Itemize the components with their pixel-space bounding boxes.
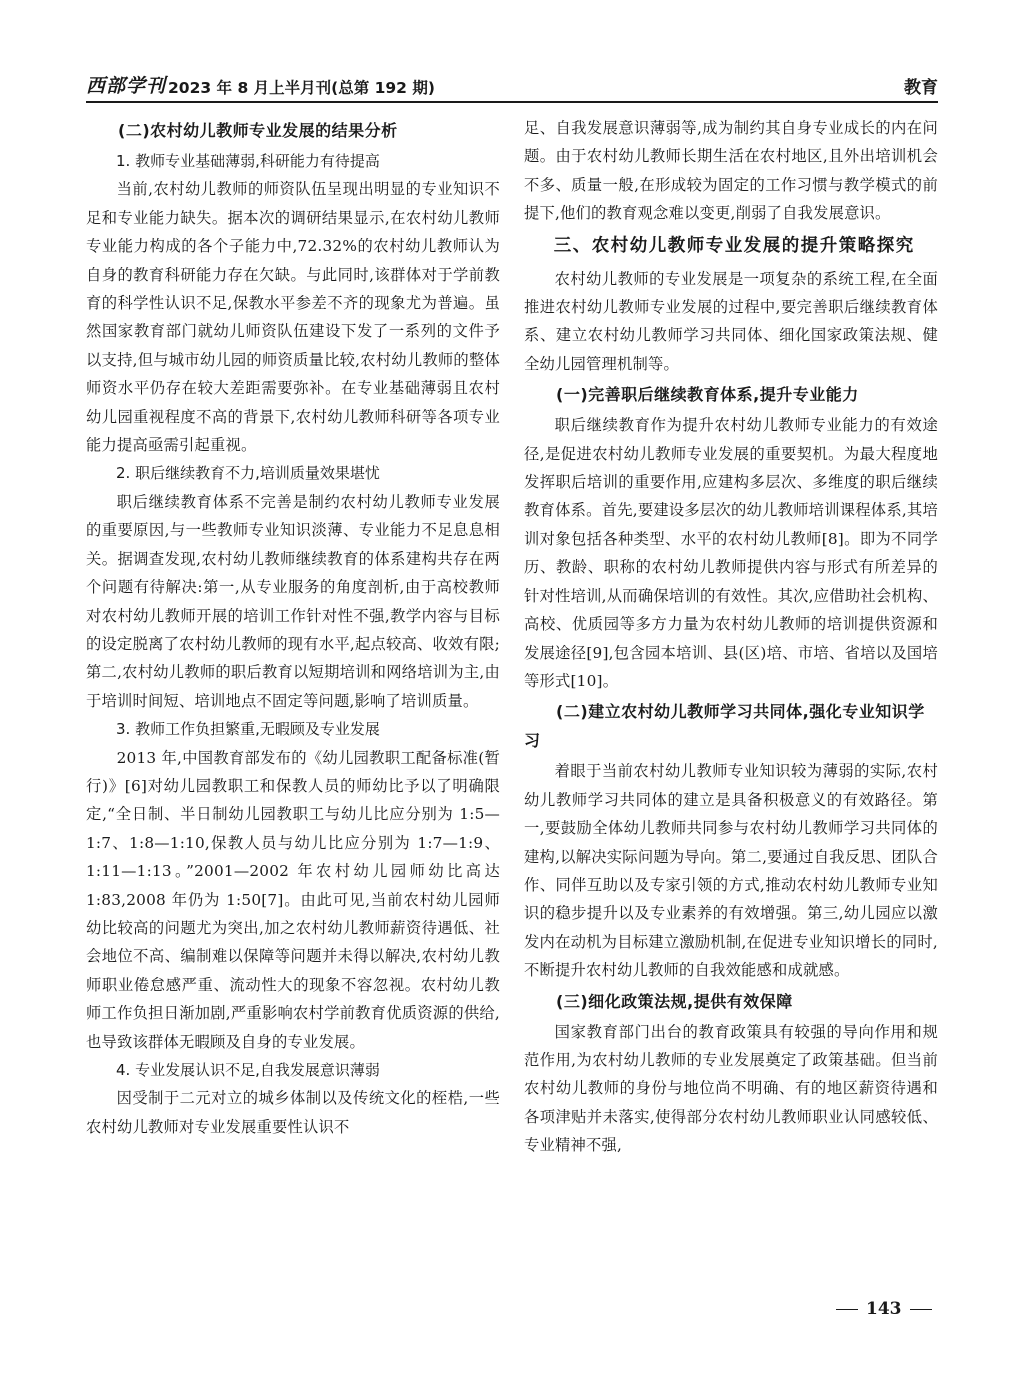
paragraph: 2013 年,中国教育部发布的《幼儿园教职工配备标准(暂行)》[6]对幼儿园教职工和保教人员的师幼比予以了明确限定,“全日制、半日制幼儿园教职工与幼儿比应分别为 1:5—1:7、1:8—1:10,保教人员与幼儿比应分别为 1:7—1:9、1:11—1:13。”2001—2002 年农村幼儿园师幼比高达 1:83,2008 年仍为 1:50[7]。由此可见,当前农村幼儿园师幼比较高的问题尤为突出,加之农村幼儿教师薪资待遇低、社会地位不高、编制难以保障等问题并未得以解决,农村幼儿教师职业倦怠感严重、流动性大的现象不容忽视。农村幼儿教师工作负担日渐加剧,严重影响农村学前教育优质资源的供给,也导致该群体无暇顾及自身的专业发展。 [86,748,500,1051]
page-number-dash-left [836,1309,858,1310]
paragraph: 国家教育部门出台的教育政策具有较强的导向作用和规范作用,为农村幼儿教师的专业发展奠定了政策基础。但当前农村幼儿教师的身份与地位尚不明确、有的地区薪资待遇和各项津贴并未落实,使得部分农村幼儿教师职业认同感较低、专业精神不强, [524,1022,938,1155]
main-heading: 三、农村幼儿教师专业发展的提升策略探究 [553,235,915,256]
paragraph: 着眼于当前农村幼儿教师专业知识较为薄弱的实际,农村幼儿教师学习共同体的建立是具备积极意义的有效路径。第一,要鼓励全体幼儿教师共同参与农村幼儿教师学习共同体的建构,以解决实际问题为导向。第二,要通过自我反思、团队合作、同伴互助以及专家引领的方式,推动农村幼儿教师专业知识的稳步提升以及专业素养的有效增强。第三,幼儿园应以激发内在动机为目标建立激励机制,在促进专业知识增长的同时,不断提升农村幼儿教师的自我效能感和成就感。 [524,762,938,980]
paragraph: 职后继续教育体系不完善是制约农村幼儿教师专业发展的重要原因,与一些教师专业知识淡薄、专业能力不足息息相关。据调查发现,农村幼儿教师继续教育的体系建构共存在两个问题有待解决:第一,从专业服务的角度剖析,由于高校教师对农村幼儿教师开展的培训工作针对性不强,教学内容与目标的设定脱离了农村幼儿教师的现有水平,起点较高、收效有限;第二,农村幼儿教师的职后教育以短期培训和网络培训为主,由于培训时间短、培训地点不固定等问题,影响了培训质量。 [86,492,500,710]
journal-title-group [86,71,435,98]
journal-logo: 西部学刊 [86,75,167,97]
paragraph: 因受制于二元对立的城乡体制以及传统文化的桎梏,一些农村幼儿教师对专业发展重要性认识不 [86,1089,500,1136]
section-heading: (一)完善职后继续教育体系,提升专业能力 [556,385,859,405]
running-header [86,72,938,98]
page-number [836,1299,932,1319]
paragraph: 当前,农村幼儿教师的师资队伍呈现出明显的专业知识不足和专业能力缺失。据本次的调研结果显示,在农村幼儿教师专业能力构成的各个子能力中,72.32%的农村幼儿教师认为自身的教育科研能力存在欠缺。与此同时,该群体对于学前教育的科学性认识不足,保教水平参差不齐的现象尤为普遍。虽然国家教育部门就幼儿师资队伍建设下发了一系列的文件予以支持,但与城市幼儿园的师资质量比较,农村幼儿教师的整体师资水平仍存在较大差距需要弥补。在专业基础薄弱且农村幼儿园重视程度不高的背景下,农村幼儿教师科研等各项专业能力提高亟需引起重视。 [86,180,500,455]
section-heading: (三)细化政策法规,提供有效保障 [556,991,793,1011]
paragraph: 职后继续教育作为提升农村幼儿教师专业能力的有效途径,是促进农村幼儿教师专业发展的重要契机。为最大程度地发挥职后培训的重要作用,应建构多层次、多维度的职后继续教育体系。首先,要建设多层次的幼儿教师培训课程体系,其培训对象包括各种类型、水平的农村幼儿教师[8]。即为不同学历、教龄、职称的农村幼儿教师提供内容与形式有所差异的针对性培训,从而确保培训的有效性。其次,应借助社会机构、高校、优质园等多方力量为农村幼儿教师的培训提供资源和发展途径[9],包含园本培训、县(区)培、市培、省培以及国培等形式[10]。 [524,416,938,690]
subsection-heading: 1. 教师专业基础薄弱,科研能力有待提高 [116,152,380,170]
section-heading: (二)农村幼儿教师专业发展的结果分析 [118,121,398,140]
page-number-dash-right [910,1309,932,1310]
right-column [524,114,938,1160]
paragraph: 农村幼儿教师的专业发展是一项复杂的系统工程,在全面推进农村幼儿教师专业发展的过程中,要完善职后继续教育体系、建立农村幼儿教师学习共同体、细化国家政策法规、健全幼儿园管理机制等。 [524,269,938,373]
paragraph-continued: 足、自我发展意识薄弱等,成为制约其自身专业成长的内在问题。由于农村幼儿教师长期生活在农村地区,且外出培训机会不多、质量一般,在形成较为固定的工作习惯与教学模式的前提下,他们的教育观念难以变更,削弱了自我发展意识。 [524,119,938,223]
left-column [86,114,500,1141]
header-rule [86,101,938,103]
section-heading: (二)建立农村幼儿教师学习共同体,强化专业知识学习 [524,702,925,751]
subsection-heading: 2. 职后继续教育不力,培训质量效果堪忧 [116,464,380,483]
section-tag: 教育 [904,78,938,98]
page-number-text: 143 [866,1299,902,1319]
subsection-heading: 3. 教师工作负担繁重,无暇顾及专业发展 [116,720,380,739]
subsection-heading: 4. 专业发展认识不足,自我发展意识薄弱 [116,1061,380,1079]
issue-info: 2023 年 8 月上半月刊(总第 192 期) [168,79,435,97]
